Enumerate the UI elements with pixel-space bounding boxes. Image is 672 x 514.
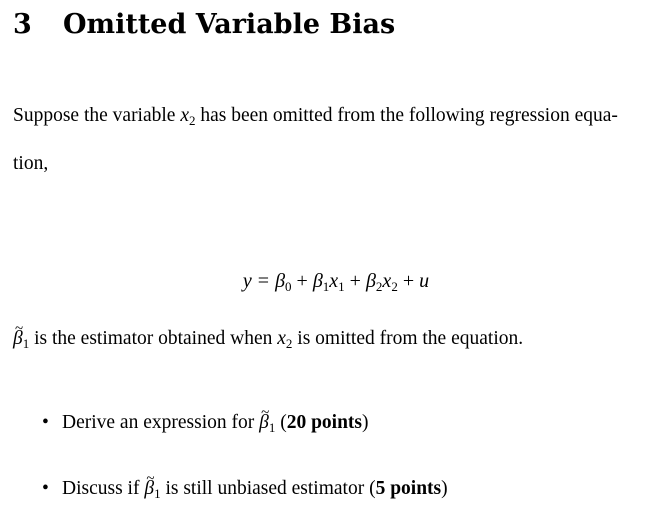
beta-tilde-1-subscript: 1	[154, 486, 161, 501]
variable-x: x	[180, 105, 189, 126]
equation-plus-3: +	[402, 270, 415, 292]
estimator-definition	[13, 327, 523, 351]
equation-y: y	[242, 270, 252, 292]
task-text-mid: is still unbiased estimator (	[160, 478, 376, 499]
list-item	[42, 411, 369, 435]
equation-u: u	[419, 270, 430, 292]
equation-beta-2: β	[365, 270, 376, 292]
bullet-icon: •	[42, 412, 49, 433]
equation-x-2-subscript: 2	[391, 279, 398, 294]
estimator-variable-x: x	[277, 328, 286, 349]
intro-text-continuation: tion,	[13, 153, 49, 174]
intro-text-start: Suppose the variable	[13, 105, 181, 126]
task-open-paren: (	[275, 412, 287, 433]
equation-equals: =	[257, 270, 270, 292]
estimator-variable-subscript: 2	[285, 336, 293, 351]
equation-beta-1: β	[312, 270, 323, 292]
equation-x-1: x	[329, 270, 339, 292]
intro-line-1	[13, 104, 618, 128]
equation-plus-1: +	[296, 270, 308, 292]
section-heading	[13, 8, 395, 42]
section-title: Omitted Variable Bias	[63, 9, 396, 40]
bullet-icon: •	[42, 478, 49, 499]
points-label: 20 points	[286, 412, 363, 433]
task-close-paren: )	[441, 478, 448, 499]
equation-beta-0-subscript: 0	[285, 279, 292, 294]
equation-beta-1-subscript: 1	[322, 279, 330, 294]
intro-text-end: has been omitted from the following regression equa-	[195, 105, 618, 126]
equation-beta-0: β	[275, 270, 286, 292]
equation-plus-2: +	[349, 270, 361, 292]
beta-tilde-1: ~ β	[259, 411, 269, 435]
estimator-text-end: is omitted from the equation.	[292, 328, 524, 349]
intro-line-2	[13, 152, 48, 176]
regression-equation	[0, 268, 672, 294]
section-number: 3	[13, 9, 32, 40]
task-close-paren: )	[362, 412, 369, 433]
points-label: 5 points	[375, 478, 442, 499]
equation-beta-2-subscript: 2	[375, 279, 383, 294]
beta-tilde-1-subscript: 1	[268, 420, 276, 435]
task-text-start: Derive an expression for	[62, 412, 260, 433]
equation-x-1-subscript: 1	[338, 279, 345, 294]
estimator-text-mid: is the estimator obtained when	[29, 328, 278, 349]
variable-subscript: 2	[189, 113, 196, 128]
beta-tilde-1: ~ β	[144, 477, 154, 501]
list-item	[42, 477, 448, 501]
equation-x-2: x	[382, 270, 392, 292]
task-text-start: Discuss if	[62, 478, 145, 499]
beta-tilde-1-subscript: 1	[22, 336, 30, 351]
beta-tilde-1: ~ β	[13, 327, 23, 351]
